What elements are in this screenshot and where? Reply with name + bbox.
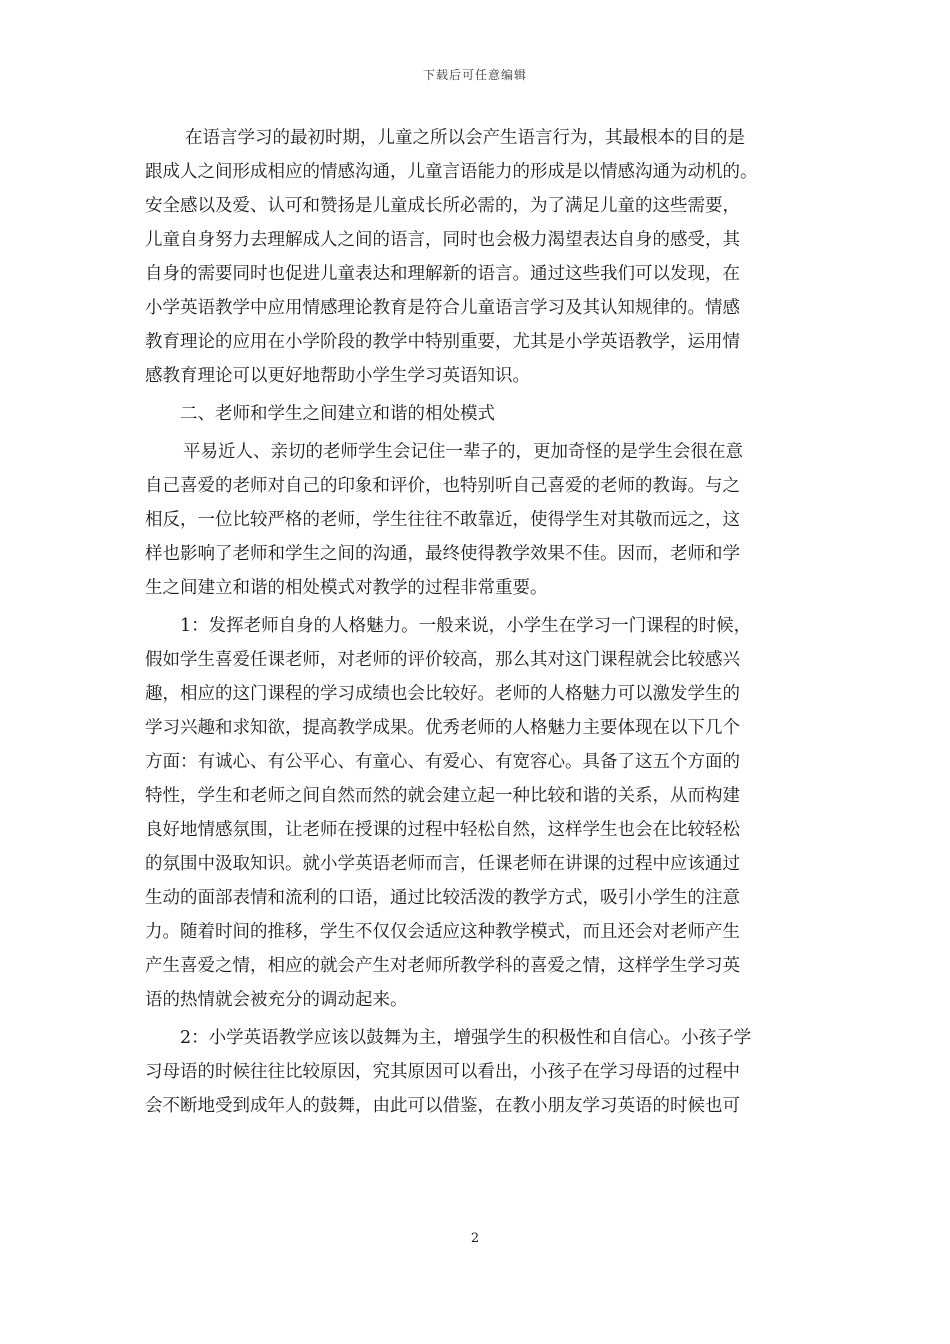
text-line: 语的热情就会被充分的调动起来。	[145, 990, 408, 1010]
page-number: 2	[470, 1231, 480, 1246]
text-line: 趣，相应的这门课程的学习成绩也会比较好。老师的人格魅力可以激发学生的	[145, 684, 740, 704]
text-line: 力。随着时间的推移，学生不仅仅会适应这种教学模式，而且还会对老师产生	[145, 922, 740, 942]
text-line: 跟成人之间形成相应的情感沟通，儿童言语能力的形成是以情感沟通为动机的。	[145, 162, 758, 182]
text-line: 学习兴趣和求知欲，提高教学成果。优秀老师的人格魅力主要体现在以下几个	[145, 718, 740, 738]
text-line: 自己喜爱的老师对自己的印象和评价，也特别听自己喜爱的老师的教诲。与之	[145, 476, 740, 496]
text-line: 相反，一位比较严格的老师，学生往往不敢靠近，使得学生对其敬而远之，这	[145, 510, 740, 530]
page-header: 下载后可任意编辑	[422, 68, 527, 82]
text-line: 样也影响了老师和学生之间的沟通，最终使得教学效果不佳。因而，老师和学	[145, 544, 740, 564]
text-line: 产生喜爱之情，相应的就会产生对老师所教学科的喜爱之情，这样学生学习英	[145, 956, 740, 976]
text-line: 安全感以及爱、认可和赞扬是儿童成长所必需的，为了满足儿童的这些需要，	[145, 196, 740, 216]
text-line: 习母语的时候往往比较原因，究其原因可以看出，小孩子在学习母语的过程中	[145, 1062, 740, 1082]
text-line: 生动的面部表情和流利的口语，通过比较活泼的教学方式，吸引小学生的注意	[145, 888, 740, 908]
text-line: 自身的需要同时也促进儿童表达和理解新的语言。通过这些我们可以发现，在	[145, 264, 740, 284]
numbered-point-2: 2：小学英语教学应该以鼓舞为主，增强学生的积极性和自信心。小孩子学	[180, 1028, 752, 1048]
section-heading: 二、老师和学生之间建立和谐的相处模式	[180, 404, 495, 424]
text-line: 教育理论的应用在小学阶段的教学中特别重要，尤其是小学英语教学，运用情	[145, 332, 740, 352]
text-line: 良好地情感氛围，让老师在授课的过程中轻松自然，这样学生也会在比较轻松	[145, 820, 740, 840]
document-body	[145, 121, 807, 1123]
text-line: 会不断地受到成年人的鼓舞，由此可以借鉴，在教小朋友学习英语的时候也可	[145, 1096, 740, 1116]
text-line: 假如学生喜爱任课老师，对老师的评价较高，那么其对这门课程就会比较感兴	[145, 650, 740, 670]
text-line: 生之间建立和谐的相处模式对教学的过程非常重要。	[145, 578, 548, 598]
text-line: 方面：有诚心、有公平心、有童心、有爱心、有宽容心。具备了这五个方面的	[145, 752, 740, 772]
text-line: 特性，学生和老师之间自然而然的就会建立起一种比较和谐的关系，从而构建	[145, 786, 740, 806]
text-line: 在语言学习的最初时期，儿童之所以会产生语言行为，其最根本的目的是	[185, 128, 745, 148]
paragraph-language-learning	[145, 121, 807, 155]
text-line: 儿童自身努力去理解成人之间的语言，同时也会极力渴望表达自身的感受，其	[145, 230, 740, 250]
text-line: 小学英语教学中应用情感理论教育是符合儿童语言学习及其认知规律的。情感	[145, 298, 740, 318]
text-line: 平易近人、亲切的老师学生会记住一辈子的，更加奇怪的是学生会很在意	[183, 442, 743, 462]
text-line: 感教育理论可以更好地帮助小学生学习英语知识。	[145, 366, 530, 386]
numbered-point-1: 1：发挥老师自身的人格魅力。一般来说，小学生在学习一门课程的时候，	[180, 616, 752, 636]
text-line: 的氛围中汲取知识。就小学英语老师而言，任课老师在讲课的过程中应该通过	[145, 854, 740, 874]
